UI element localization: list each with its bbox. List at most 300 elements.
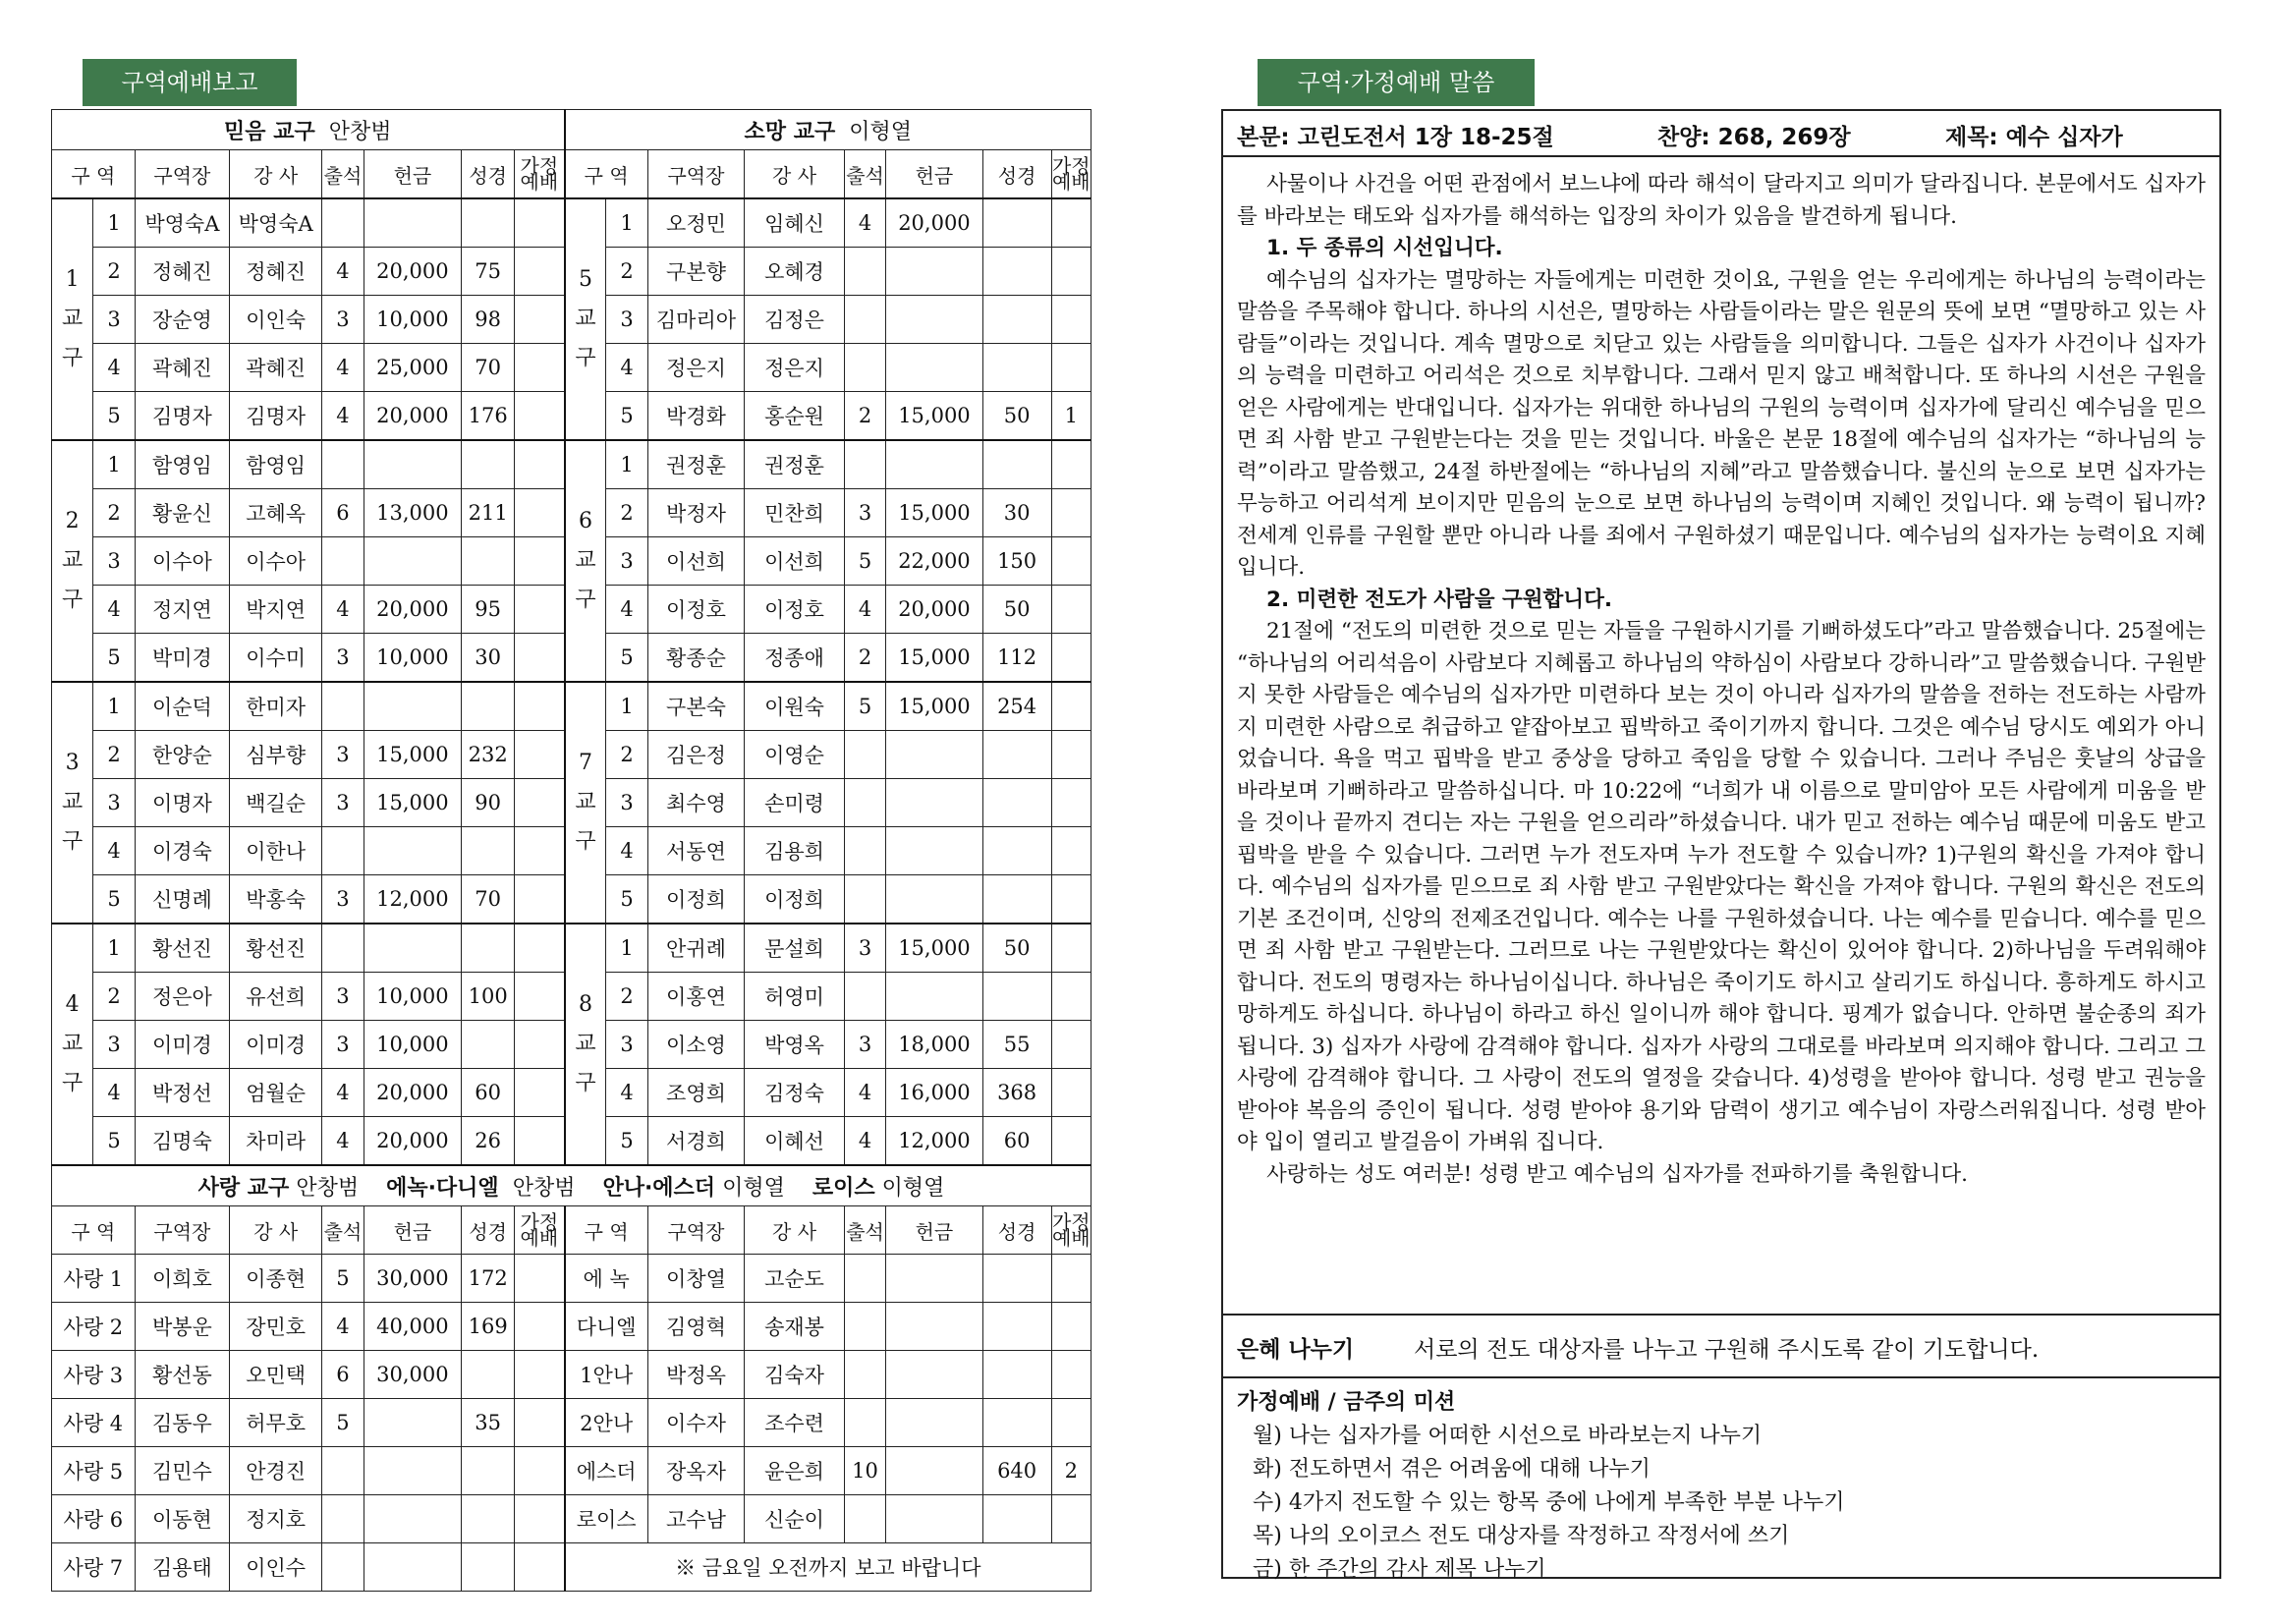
sermon-panel: [1221, 109, 2221, 1582]
home-worship: [515, 1495, 565, 1543]
teacher: 정은지: [745, 344, 845, 392]
bible-reading: 95: [462, 586, 515, 634]
group-leader: 장옥자: [647, 1447, 744, 1495]
grace-text: 서로의 전도 대상자를 나누고 구원해 주시도록 같이 기도합니다.: [1414, 1337, 2040, 1363]
sermon-title: 제목: 예수 십자가: [1945, 125, 2123, 150]
group-leader: 정혜진: [135, 248, 229, 296]
teacher: 권정훈: [745, 440, 845, 489]
bible-reading: 640: [982, 1447, 1051, 1495]
home-worship: [1051, 1399, 1091, 1447]
bible-reading: 172: [462, 1255, 515, 1303]
offering: [886, 731, 982, 779]
attendance: [844, 1351, 885, 1399]
teacher: 함영임: [230, 440, 322, 489]
offering: 30,000: [364, 1255, 462, 1303]
group-leader: 박미경: [135, 634, 229, 683]
group-leader: 김명숙: [135, 1117, 229, 1166]
table-row: [52, 924, 1092, 973]
teacher: 민찬희: [745, 489, 845, 537]
group-leader: 권정훈: [647, 440, 744, 489]
offering: [886, 248, 982, 296]
district-report-table: [51, 109, 1092, 1592]
group-leader: 이동현: [135, 1495, 229, 1543]
offering: [364, 198, 462, 248]
offering: [886, 296, 982, 344]
mission-title: 가정예배 / 금주의 미션: [1237, 1390, 1456, 1415]
right-section-title: 구역·가정예배 말씀: [1258, 59, 1535, 106]
offering: 20,000: [364, 392, 462, 441]
group-number: 로이스: [565, 1495, 648, 1543]
grace-label: 은혜 나누기: [1237, 1337, 1355, 1363]
sermon-point-heading: 1. 두 종류의 시선입니다.: [1266, 236, 1503, 260]
offering: [364, 537, 462, 586]
bible-reading: 26: [462, 1117, 515, 1166]
group-number: 1: [606, 924, 647, 973]
table-row: [52, 1303, 1092, 1351]
home-worship: [1051, 779, 1091, 827]
teacher: 심부향: [230, 731, 322, 779]
group-leader: 김영혁: [647, 1303, 744, 1351]
home-worship: [515, 1021, 565, 1069]
attendance: [844, 779, 885, 827]
offering: [886, 1399, 982, 1447]
group-leader: 이소영: [647, 1021, 744, 1069]
home-worship: [515, 634, 565, 683]
group-number: 사랑 2: [52, 1303, 136, 1351]
group-leader: 김용태: [135, 1543, 229, 1592]
offering: 20,000: [886, 586, 982, 634]
attendance: 5: [844, 682, 885, 731]
home-worship: [515, 489, 565, 537]
group-number: 2: [606, 248, 647, 296]
left-section-title: 구역예배보고: [83, 59, 297, 106]
group-leader: 정은지: [647, 344, 744, 392]
home-worship: [515, 1399, 565, 1447]
home-worship: [515, 1447, 565, 1495]
offering: 20,000: [364, 1117, 462, 1166]
group-number: 1: [93, 924, 135, 973]
group-leader: 김동우: [135, 1399, 229, 1447]
home-worship: [515, 1543, 565, 1592]
scripture-reference: 본문: 고린도전서 1장 18-25절: [1237, 125, 1554, 150]
home-worship: [1051, 731, 1091, 779]
column-header-row: 구 역 구역장 강 사 출석 헌금 성경 가정예배 구 역 구역장 강 사 출석 헌금 성경 가정예배: [52, 1206, 1092, 1255]
teacher: 김명자: [230, 392, 322, 441]
offering: 15,000: [886, 924, 982, 973]
group-leader: 곽혜진: [135, 344, 229, 392]
group-number: 5: [93, 634, 135, 683]
group-leader: 김민수: [135, 1447, 229, 1495]
home-worship: 2: [1051, 1447, 1091, 1495]
teacher: 박영숙A: [230, 198, 322, 248]
group-number: 5: [93, 1117, 135, 1166]
group-leader: 고수남: [647, 1495, 744, 1543]
offering: 15,000: [886, 634, 982, 683]
home-worship: [1051, 1351, 1091, 1399]
teacher: 이인숙: [230, 296, 322, 344]
group-number: 1: [93, 440, 135, 489]
teacher: 문설희: [745, 924, 845, 973]
attendance: 3: [322, 634, 364, 683]
offering: [886, 875, 982, 924]
home-worship: [515, 537, 565, 586]
home-worship: [515, 827, 565, 875]
group-number: 4: [606, 586, 647, 634]
home-worship: [1051, 1255, 1091, 1303]
attendance: [844, 1303, 885, 1351]
attendance: [844, 1495, 885, 1543]
teacher: 유선희: [230, 973, 322, 1021]
attendance: 2: [844, 392, 885, 441]
attendance: 5: [322, 1255, 364, 1303]
attendance: 4: [322, 1303, 364, 1351]
bible-reading: 112: [982, 634, 1051, 683]
group-number: 1: [606, 198, 647, 248]
group-leader: 이희호: [135, 1255, 229, 1303]
offering: [886, 1447, 982, 1495]
bible-reading: [462, 1351, 515, 1399]
group-leader: 서동연: [647, 827, 744, 875]
teacher: 이종현: [230, 1255, 322, 1303]
group-number: 3: [93, 1021, 135, 1069]
group-leader: 오정민: [647, 198, 744, 248]
teacher: 정지호: [230, 1495, 322, 1543]
bible-reading: 90: [462, 779, 515, 827]
bible-reading: [982, 779, 1051, 827]
group-number: 사랑 6: [52, 1495, 136, 1543]
offering: [886, 779, 982, 827]
home-worship: [515, 682, 565, 731]
group-number: 사랑 4: [52, 1399, 136, 1447]
home-worship: [1051, 827, 1091, 875]
home-worship: [1051, 198, 1091, 248]
bible-reading: 254: [982, 682, 1051, 731]
offering: [886, 1303, 982, 1351]
bible-reading: 150: [982, 537, 1051, 586]
offering: 20,000: [364, 1069, 462, 1117]
attendance: [844, 248, 885, 296]
teacher: 이혜선: [745, 1117, 845, 1166]
table-row: [52, 1543, 1092, 1592]
bible-reading: 50: [982, 586, 1051, 634]
bible-reading: 100: [462, 973, 515, 1021]
teacher: 오민택: [230, 1351, 322, 1399]
group-number: 다니엘: [565, 1303, 648, 1351]
group-number: 에 녹: [565, 1255, 648, 1303]
group-leader: 이창열: [647, 1255, 744, 1303]
group-number: 3: [606, 779, 647, 827]
attendance: [322, 682, 364, 731]
bible-reading: [462, 924, 515, 973]
group-leader: 이정호: [647, 586, 744, 634]
bible-reading: [982, 875, 1051, 924]
offering: 20,000: [364, 586, 462, 634]
attendance: [322, 1543, 364, 1592]
group-leader: 박영숙A: [135, 198, 229, 248]
bible-reading: [982, 1399, 1051, 1447]
bible-reading: [462, 682, 515, 731]
attendance: [844, 875, 885, 924]
group-number: 에스더: [565, 1447, 648, 1495]
home-worship: [515, 1117, 565, 1166]
sermon-paragraph: 사물이나 사건을 어떤 관점에서 보느냐에 따라 해석이 달라지고 의미가 달라집니다. 본문에서도 십자가를 바라보는 태도와 십자가를 해석하는 입장의 차이가 있음을 발견하게 됩니다.: [1237, 172, 2206, 229]
offering: 18,000: [886, 1021, 982, 1069]
mission-item: 금) 한 주간의 감사 제목 나누기: [1253, 1557, 1546, 1582]
group-number: 사랑 5: [52, 1447, 136, 1495]
group-number: 사랑 1: [52, 1255, 136, 1303]
weekly-mission: [1223, 1378, 2219, 1595]
bible-reading: [462, 827, 515, 875]
district-label: 8 교 구: [565, 924, 606, 1165]
home-worship: [1051, 586, 1091, 634]
bible-reading: [982, 344, 1051, 392]
group-number: 2: [606, 973, 647, 1021]
home-worship: [1051, 924, 1091, 973]
attendance: [844, 1255, 885, 1303]
offering: 12,000: [886, 1117, 982, 1166]
table-row: [52, 1399, 1092, 1447]
attendance: 3: [844, 924, 885, 973]
group-leader: 한양순: [135, 731, 229, 779]
group-leader: 이선희: [647, 537, 744, 586]
home-worship: [1051, 296, 1091, 344]
attendance: [844, 344, 885, 392]
home-worship: [1051, 1303, 1091, 1351]
group-leader: 장순영: [135, 296, 229, 344]
home-worship: [1051, 1117, 1091, 1166]
home-worship: [1051, 634, 1091, 683]
bible-reading: [982, 731, 1051, 779]
home-worship: [1051, 1021, 1091, 1069]
offering: 15,000: [886, 489, 982, 537]
attendance: 5: [844, 537, 885, 586]
teacher: 조수련: [745, 1399, 845, 1447]
attendance: 3: [322, 779, 364, 827]
attendance: 6: [322, 1351, 364, 1399]
offering: 10,000: [364, 634, 462, 683]
sermon-paragraph: 예수님의 십자가는 멸망하는 자들에게는 미련한 것이요, 구원을 얻는 우리에게는 하나님의 능력이라는 말씀을 주목해야 합니다. 하나의 시선은, 멸망하는 사람들이라는 말은 원문의 뜻에 보면 “멸망하고 있는 사람들”이라는 것입니다. 계속 멸망으로 치닫고 있는 사람들을 의미합니다. 그들은 십자가 사건이나 십자가의 능력을 미련하고 어리석은 것으로 치부합니다. 그래서 믿지 않고 배척합니다. 또 하나의 시선은 구원을 얻은 사람에게는 반대입니다. 십자가는 위대한 하나님의 구원의 능력이며 십자가에 달리신 예수님을 믿으면 죄 사함 받고 구원받는다는 것을 믿는 것입니다. 바울은 본문 18절에 예수님의 십자가는 “하나님의 능력”이라고 말씀했고, 24절 하반절에는 “하나님의 지혜”라고 말씀했습니다. 불신의 눈으로 보면 십자가는 무능하고 어리석게 보이지만 믿음의 눈으로 보면 하나님의 능력이며 지혜인 것입니다. 왜 능력이 됩니까? 전세계 인류를 구원할 뿐만 아니라 나를 죄에서 구원하셨기 때문입니다. 예수님의 십자가는 능력이요 지혜입니다.: [1237, 267, 2206, 580]
offering: [364, 1399, 462, 1447]
offering: [364, 1495, 462, 1543]
teacher: 이인수: [230, 1543, 322, 1592]
offering: 30,000: [364, 1351, 462, 1399]
attendance: 4: [322, 248, 364, 296]
teacher: 송재봉: [745, 1303, 845, 1351]
offering: [364, 1543, 462, 1592]
group-number: 2: [606, 731, 647, 779]
teacher: 박영옥: [745, 1021, 845, 1069]
teacher: 홍순원: [745, 392, 845, 441]
attendance: [844, 973, 885, 1021]
group-leader: 박경화: [647, 392, 744, 441]
group-number: 4: [606, 827, 647, 875]
teacher: 이미경: [230, 1021, 322, 1069]
home-worship: 1: [1051, 392, 1091, 441]
teacher: 이영순: [745, 731, 845, 779]
group-number: 2: [93, 248, 135, 296]
offering: 40,000: [364, 1303, 462, 1351]
teacher: 손미령: [745, 779, 845, 827]
attendance: [322, 1447, 364, 1495]
home-worship: [1051, 489, 1091, 537]
group-leader: 이수아: [135, 537, 229, 586]
attendance: 4: [322, 392, 364, 441]
faith-district-header: 믿음 교구 안창범: [52, 110, 565, 150]
home-worship: [515, 586, 565, 634]
bible-reading: [462, 1021, 515, 1069]
group-number: 2안나: [565, 1399, 648, 1447]
group-number: 4: [93, 1069, 135, 1117]
bible-reading: 232: [462, 731, 515, 779]
bible-reading: [982, 1303, 1051, 1351]
attendance: 4: [844, 1069, 885, 1117]
attendance: 3: [322, 731, 364, 779]
home-worship: [1051, 537, 1091, 586]
home-worship: [515, 1351, 565, 1399]
group-leader: 서경희: [647, 1117, 744, 1166]
attendance: [844, 1399, 885, 1447]
group-number: 1안나: [565, 1351, 648, 1399]
group-number: 5: [606, 392, 647, 441]
offering: 16,000: [886, 1069, 982, 1117]
teacher: 이원숙: [745, 682, 845, 731]
bible-reading: 30: [462, 634, 515, 683]
attendance: 3: [322, 875, 364, 924]
offering: [886, 1495, 982, 1543]
group-number: 5: [606, 1117, 647, 1166]
group-number: 4: [606, 1069, 647, 1117]
group-number: 1: [606, 440, 647, 489]
group-leader: 박정옥: [647, 1351, 744, 1399]
home-worship: [515, 924, 565, 973]
table-row: [52, 440, 1092, 489]
attendance: [322, 827, 364, 875]
teacher: 안경진: [230, 1447, 322, 1495]
home-worship: [515, 344, 565, 392]
offering: 10,000: [364, 973, 462, 1021]
bible-reading: 50: [982, 924, 1051, 973]
group-number: 5: [93, 875, 135, 924]
home-worship: [1051, 440, 1091, 489]
offering: [364, 682, 462, 731]
group-leader: 안귀례: [647, 924, 744, 973]
attendance: 2: [844, 634, 885, 683]
attendance: 3: [322, 973, 364, 1021]
home-worship: [515, 875, 565, 924]
offering: 15,000: [886, 392, 982, 441]
bible-reading: [982, 248, 1051, 296]
group-leader: 황선동: [135, 1351, 229, 1399]
table-row: [52, 1351, 1092, 1399]
bible-reading: [462, 198, 515, 248]
group-number: 4: [606, 344, 647, 392]
district-label: 1 교 구: [52, 198, 93, 440]
group-number: 사랑 3: [52, 1351, 136, 1399]
teacher: 김숙자: [745, 1351, 845, 1399]
bible-reading: 35: [462, 1399, 515, 1447]
attendance: [322, 924, 364, 973]
bible-reading: [462, 1495, 515, 1543]
home-worship: [515, 392, 565, 441]
offering: 20,000: [364, 248, 462, 296]
group-leader: 이순덕: [135, 682, 229, 731]
group-number: 5: [606, 634, 647, 683]
offering: [364, 440, 462, 489]
attendance: 3: [844, 489, 885, 537]
group-leader: 이홍연: [647, 973, 744, 1021]
district-label: 3 교 구: [52, 682, 93, 924]
bible-reading: 60: [982, 1117, 1051, 1166]
group-leader: 박정자: [647, 489, 744, 537]
teacher: 한미자: [230, 682, 322, 731]
attendance: 10: [844, 1447, 885, 1495]
group-number: 3: [93, 537, 135, 586]
group-leader: 박봉운: [135, 1303, 229, 1351]
group-leader: 박정선: [135, 1069, 229, 1117]
teacher: 임혜신: [745, 198, 845, 248]
attendance: [322, 1495, 364, 1543]
attendance: 4: [322, 1069, 364, 1117]
teacher: 고혜옥: [230, 489, 322, 537]
home-worship: [1051, 248, 1091, 296]
attendance: 6: [322, 489, 364, 537]
offering: 10,000: [364, 296, 462, 344]
teacher: 백길순: [230, 779, 322, 827]
offering: [886, 344, 982, 392]
home-worship: [515, 248, 565, 296]
attendance: 3: [322, 296, 364, 344]
teacher: 오혜경: [745, 248, 845, 296]
mission-item: 수) 4가지 전도할 수 있는 항목 중에 나에게 부족한 부분 나누기: [1253, 1490, 1845, 1515]
group-leader: 정은아: [135, 973, 229, 1021]
bible-reading: [462, 1543, 515, 1592]
bible-reading: 55: [982, 1021, 1051, 1069]
bible-reading: [462, 537, 515, 586]
home-worship: [1051, 875, 1091, 924]
bible-reading: [982, 440, 1051, 489]
home-worship: [1051, 973, 1091, 1021]
teacher: 허무호: [230, 1399, 322, 1447]
sermon-point-heading: 2. 미련한 전도가 사람을 구원합니다.: [1266, 587, 1613, 612]
sermon-header: [1223, 111, 2219, 157]
offering: [886, 440, 982, 489]
teacher: 박홍숙: [230, 875, 322, 924]
attendance: 5: [322, 1399, 364, 1447]
teacher: 신순이: [745, 1495, 845, 1543]
bible-reading: [982, 827, 1051, 875]
bible-reading: [982, 296, 1051, 344]
teacher: 이수미: [230, 634, 322, 683]
home-worship: [515, 296, 565, 344]
home-worship: [515, 779, 565, 827]
teacher: 이한나: [230, 827, 322, 875]
teacher: 차미라: [230, 1117, 322, 1166]
attendance: 4: [844, 1117, 885, 1166]
attendance: [322, 198, 364, 248]
attendance: [844, 731, 885, 779]
bible-reading: 211: [462, 489, 515, 537]
home-worship: [515, 1303, 565, 1351]
mission-item: 화) 전도하면서 겪은 어려움에 대해 나누기: [1253, 1457, 1651, 1482]
table-row: [52, 1255, 1092, 1303]
offering: 10,000: [364, 1021, 462, 1069]
table-row: [52, 198, 1092, 248]
offering: 15,000: [886, 682, 982, 731]
group-number: 2: [93, 973, 135, 1021]
bible-reading: [982, 1255, 1051, 1303]
bible-reading: 30: [982, 489, 1051, 537]
mission-item: 월) 나는 십자가를 어떠한 시선으로 바라보는지 나누기: [1253, 1424, 1763, 1448]
